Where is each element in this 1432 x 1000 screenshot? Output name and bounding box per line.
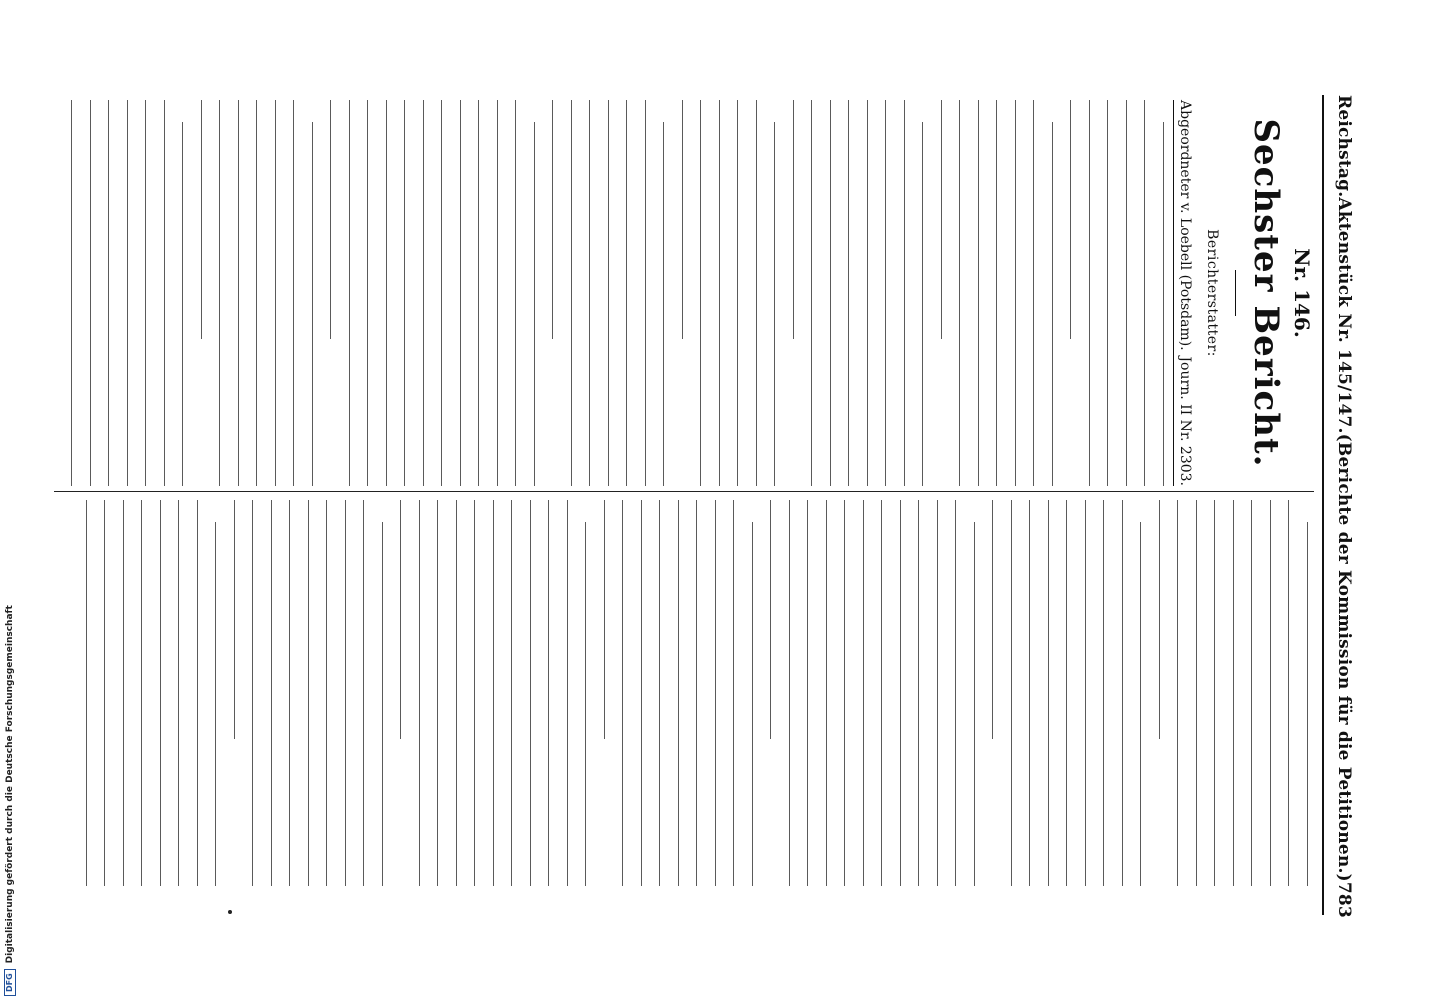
text-line (479, 100, 480, 486)
text-line (830, 100, 831, 486)
text-line (549, 500, 550, 886)
text-line (1015, 100, 1016, 486)
page-number: 783 (1334, 881, 1354, 918)
text-line (715, 500, 716, 886)
text-line (1122, 500, 1123, 886)
text-line (512, 500, 513, 886)
text-line (160, 500, 161, 886)
text-line (993, 500, 994, 739)
journal-reference: Journ. II Nr. 2303. (1177, 356, 1193, 486)
text-line (423, 100, 424, 486)
text-line (682, 100, 683, 339)
column-divider (54, 491, 1314, 492)
text-line (937, 500, 938, 886)
text-line (553, 100, 554, 339)
petitioner-label: Abgeordneter v. Loebell (Potsdam). (1177, 100, 1193, 351)
text-line (845, 500, 846, 886)
text-line (867, 100, 868, 486)
petitioner-line (1173, 100, 1196, 486)
text-line (1159, 500, 1160, 739)
text-line (1289, 500, 1290, 886)
text-line (1011, 500, 1012, 886)
text-line (220, 100, 221, 486)
text-line (734, 500, 735, 886)
text-line (179, 500, 180, 886)
text-line (567, 500, 568, 886)
text-line (86, 500, 87, 886)
text-line (701, 100, 702, 486)
text-line (978, 100, 979, 486)
text-line (201, 100, 202, 339)
text-line (72, 100, 73, 486)
text-line (697, 500, 698, 886)
text-line (627, 100, 628, 486)
text-line (234, 500, 235, 739)
text-line (456, 500, 457, 886)
text-line (460, 100, 461, 486)
text-line (493, 500, 494, 886)
text-line (497, 100, 498, 486)
text-line (1052, 122, 1053, 486)
credit-text: Digitalisierung gefördert durch die Deutsche Forschungsgemeinschaft (5, 605, 15, 964)
text-line (660, 500, 661, 886)
text-line (164, 100, 165, 486)
text-line (290, 500, 291, 886)
text-line (923, 122, 924, 486)
header-rule (1322, 95, 1324, 915)
text-line (826, 500, 827, 886)
text-line (608, 100, 609, 486)
text-line (253, 500, 254, 886)
text-line (405, 100, 406, 486)
text-line (1089, 100, 1090, 486)
text-line (849, 100, 850, 486)
running-head-left: Reichstag. (1334, 95, 1354, 198)
text-line (1048, 500, 1049, 886)
text-line (1145, 100, 1146, 486)
text-line (386, 100, 387, 486)
text-line (882, 500, 883, 886)
text-line (142, 500, 143, 886)
text-column-left (54, 100, 1164, 486)
text-line (738, 100, 739, 486)
text-line (1252, 500, 1253, 886)
title-rule (1235, 270, 1236, 316)
text-line (756, 100, 757, 486)
stray-mark (228, 910, 232, 914)
text-line (641, 500, 642, 886)
text-line (586, 522, 587, 886)
text-line (516, 100, 517, 486)
text-line (109, 100, 110, 486)
digitization-credit (4, 605, 16, 996)
text-line (345, 500, 346, 886)
text-line (401, 500, 402, 739)
text-line (1178, 500, 1179, 886)
text-line (812, 100, 813, 486)
text-line (1233, 500, 1234, 886)
text-line (257, 100, 258, 486)
text-line (863, 500, 864, 886)
text-line (1067, 500, 1068, 886)
text-line (623, 500, 624, 886)
dfg-logo: DFG (4, 969, 16, 996)
text-line (1307, 522, 1308, 886)
text-line (368, 100, 369, 486)
text-line (997, 100, 998, 486)
text-line (645, 100, 646, 486)
text-line (719, 100, 720, 486)
text-line (960, 100, 961, 486)
text-line (271, 500, 272, 886)
text-line (974, 522, 975, 886)
running-head-right: (Berichte der Kommission für die Petitionen.) (1334, 433, 1354, 882)
text-line (327, 500, 328, 886)
text-line (216, 522, 217, 886)
text-line (308, 500, 309, 886)
text-line (1034, 100, 1035, 486)
text-line (364, 500, 365, 886)
running-head (1324, 95, 1364, 918)
text-line (438, 500, 439, 886)
text-line (1196, 500, 1197, 886)
text-line (752, 522, 753, 886)
text-line (900, 500, 901, 886)
text-line (312, 122, 313, 486)
text-line (808, 500, 809, 886)
text-line (1071, 100, 1072, 339)
text-line (1030, 500, 1031, 886)
text-line (771, 500, 772, 739)
text-line (1270, 500, 1271, 886)
text-line (1108, 100, 1109, 486)
text-line (1163, 122, 1164, 486)
text-column-right (69, 500, 1309, 886)
text-line (275, 100, 276, 486)
text-line (1141, 522, 1142, 886)
text-line (1126, 100, 1127, 486)
text-line (904, 100, 905, 486)
report-number: Nr. 146. (1290, 248, 1314, 338)
text-line (775, 122, 776, 486)
text-line (534, 122, 535, 486)
text-line (678, 500, 679, 886)
rapporteur-heading: Berichterstatter: (1204, 229, 1220, 357)
text-line (197, 500, 198, 886)
text-line (475, 500, 476, 886)
running-head-center: Aktenstück Nr. 145/147. (1334, 197, 1354, 434)
text-line (294, 100, 295, 486)
text-line (331, 100, 332, 339)
text-line (442, 100, 443, 486)
text-line (664, 122, 665, 486)
text-line (1085, 500, 1086, 886)
text-line (90, 100, 91, 486)
text-line (105, 500, 106, 886)
text-line (590, 100, 591, 486)
text-line (183, 122, 184, 486)
text-line (793, 100, 794, 339)
text-line (127, 100, 128, 486)
text-line (1104, 500, 1105, 886)
text-line (1215, 500, 1216, 886)
text-line (238, 100, 239, 486)
text-line (419, 500, 420, 886)
report-title: Sechster Bericht. (1246, 118, 1286, 468)
text-line (919, 500, 920, 886)
text-line (146, 100, 147, 486)
text-line (123, 500, 124, 886)
text-line (530, 500, 531, 886)
text-line (789, 500, 790, 886)
text-line (349, 100, 350, 486)
text-line (382, 522, 383, 886)
text-line (956, 500, 957, 886)
text-line (571, 100, 572, 486)
text-line (941, 100, 942, 339)
text-line (604, 500, 605, 739)
text-line (886, 100, 887, 486)
